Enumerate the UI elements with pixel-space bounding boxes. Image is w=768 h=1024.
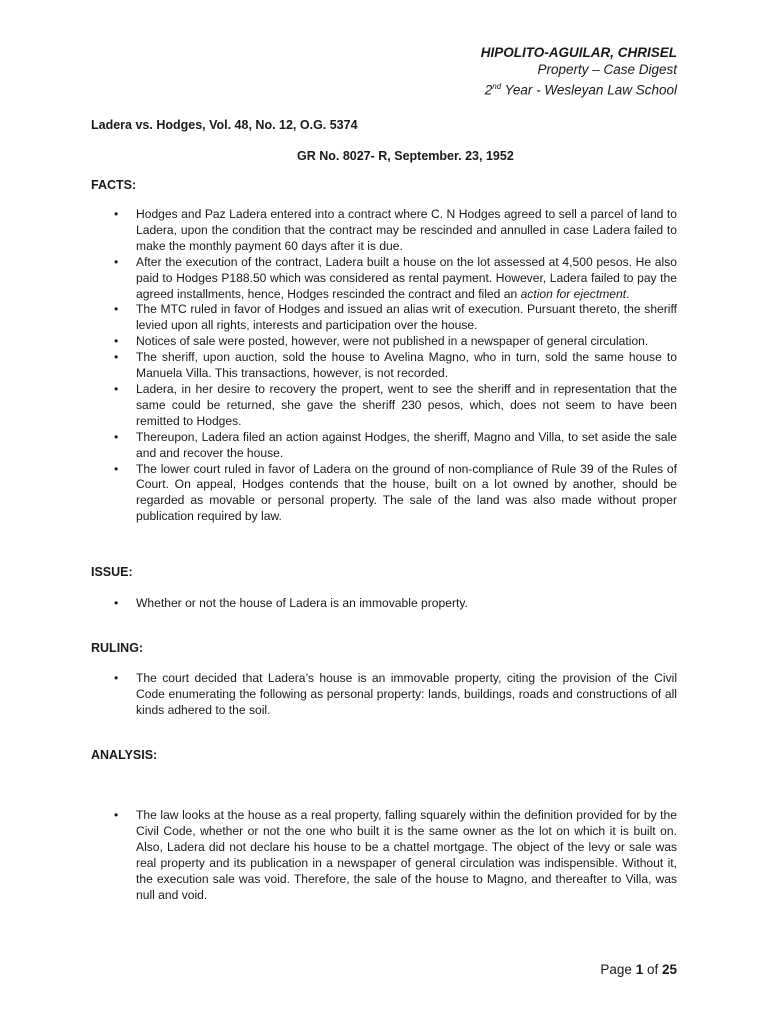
- fact-text: The MTC ruled in favor of Hodges and issued an alias writ of execution. Pursuant thereto, the sheriff levied upon all rights, interests and participation over the house.: [136, 302, 677, 333]
- fact-text: Thereupon, Ladera filed an action against Hodges, the sheriff, Magno and Villa, to set aside the sale and and recover the house.: [136, 429, 677, 460]
- page-total: 25: [661, 962, 677, 977]
- list-item: [91, 808, 677, 903]
- year-school-text: Year - Wesleyan Law School: [501, 82, 677, 98]
- issue-text: Whether or not the house of Ladera is an immovable property.: [136, 596, 468, 610]
- fact-text: After the execution of the contract, Ladera built a house on the lot assessed at 4,500 pesos. He also paid to Hodges P188.50 which was considered as rental payment. However, Ladera failed to pay the agreed installments, hence, Hodges rescinded the contract and filed an: [136, 254, 677, 301]
- fact-italic-phrase: action for ejectment: [520, 286, 627, 301]
- bullet-icon: •: [114, 596, 119, 610]
- year-suffix: nd: [492, 82, 502, 91]
- facts-list: [91, 207, 677, 525]
- year-number: 2: [484, 82, 493, 98]
- bullet-icon: •: [114, 350, 119, 365]
- fact-text: Notices of sale were posted, however, were not published in a newspaper of general circulation.: [136, 334, 649, 349]
- section-heading-ruling: RULING:: [91, 641, 144, 655]
- bullet-icon: •: [114, 254, 119, 269]
- page-label: Page: [600, 962, 636, 977]
- ruling-text: The court decided that Ladera’s house is an immovable property, citing the provision of the Civil Code enumerating the following as personal property: lands, buildings, roads and constructions of all kinds adhered to the soil.: [136, 671, 677, 717]
- issue-list: [91, 596, 677, 612]
- analysis-text: The law looks at the house as a real property, falling squarely within the definition provided for by the Civil Code, whether or not the one who built it is the same owner as the lot on which it is built on. Also, Ladera did not declare his house to be a chattel mortgage. The object of the levy or sale was real property and its publication in a newspaper of general circulation was indispensible. Without it, the execution sale was void. Therefore, the sale of the house to Magno, and thereafter to Villa, was null and void.: [136, 808, 677, 902]
- year-school: [481, 78, 677, 99]
- list-item: [91, 382, 677, 430]
- bullet-icon: •: [114, 207, 119, 221]
- list-item: [91, 350, 677, 382]
- list-item: [91, 207, 677, 255]
- section-heading-analysis: ANALYSIS:: [91, 748, 158, 762]
- bullet-icon: •: [114, 381, 119, 396]
- section-heading-issue: ISSUE:: [91, 565, 133, 579]
- case-title: Ladera vs. Hodges, Vol. 48, No. 12, O.G. 5374: [91, 118, 358, 132]
- page-footer: [600, 962, 677, 977]
- bullet-icon: •: [114, 461, 119, 476]
- bullet-icon: •: [114, 808, 119, 822]
- page-of: of: [643, 962, 662, 977]
- fact-text: The sheriff, upon auction, sold the house to Avelina Magno, who in turn, sold the same house to Manuela Villa. This transactions, however, is not recorded.: [136, 350, 677, 381]
- bullet-icon: •: [114, 671, 119, 685]
- list-item: [91, 302, 677, 334]
- author-name: HIPOLITO-AGUILAR, CHRISEL: [480, 45, 677, 60]
- list-item: [91, 334, 677, 350]
- analysis-list: [91, 808, 677, 903]
- page-current: 1: [635, 962, 644, 977]
- bullet-icon: •: [114, 334, 119, 349]
- bullet-icon: •: [114, 302, 119, 317]
- list-item: [91, 596, 677, 612]
- list-item: [91, 430, 677, 462]
- gr-number: GR No. 8027- R, September. 23, 1952: [297, 149, 514, 163]
- fact-text: Hodges and Paz Ladera entered into a contract where C. N Hodges agreed to sell a parcel of land to Ladera, upon the condition that the contract may be rescinded and annulled in case Ladera failed to make the monthly payment 60 days after it is due.: [136, 207, 677, 253]
- list-item: • After the execution of the contract, Ladera built a house on the lot assessed at 4,500 pesos. He also paid to Hodges P188.50 which was considered as rental payment. However, Ladera failed to pay the agreed installments, hence, Hodges rescinded the contract and filed an action for ejectment.: [114, 254, 677, 301]
- list-item: [91, 462, 677, 526]
- page-header: [481, 44, 677, 99]
- section-heading-facts: FACTS:: [91, 178, 137, 192]
- fact-text: The lower court ruled in favor of Ladera on the ground of non-compliance of Rule 39 of the Rules of Court. On appeal, Hodges contends that the house, built on a lot owned by another, should be regarded as movable or personal property. The sale of the land was also made without proper publication required by law.: [136, 461, 677, 524]
- ruling-list: [91, 671, 677, 719]
- list-item: [91, 671, 677, 719]
- fact-text: Ladera, in her desire to recovery the propert, went to see the sheriff and in representation that the same could be returned, she gave the sheriff 230 pesos, which, does not seem to have been remitted to Hodges.: [136, 381, 677, 428]
- bullet-icon: •: [114, 429, 119, 444]
- course-title: Property – Case Digest: [537, 62, 677, 77]
